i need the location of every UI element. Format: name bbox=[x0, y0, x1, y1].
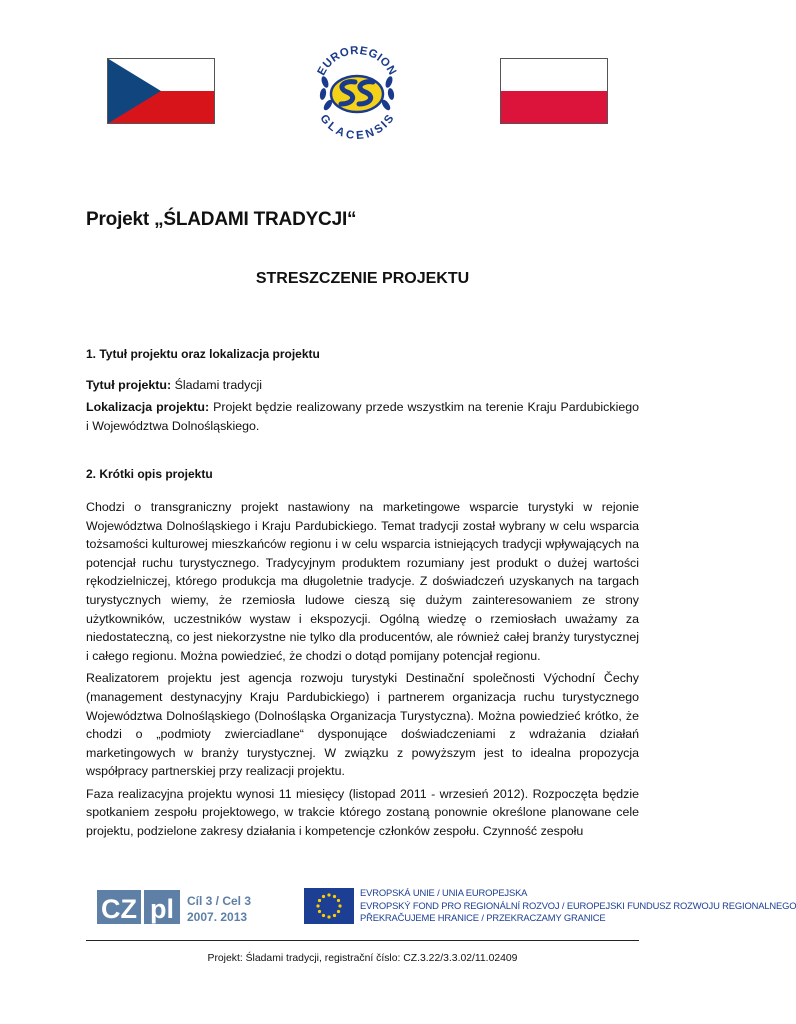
emblem-text-top: EUROREGION bbox=[315, 44, 399, 78]
section-1-heading: 1. Tytuł projektu oraz lokalizacja projektu bbox=[86, 347, 320, 361]
project-title-value: Śladami tradycji bbox=[171, 377, 263, 392]
project-location-value: Projekt będzie realizowany przede wszystkim na terenie Kraju Pardubickiego i Województwa Dolnośląskiego. bbox=[86, 400, 639, 433]
description-paragraph-1: Chodzi o transgraniczny projekt nastawiony na marketingowe wsparcie turystyki w rejonie Województwa Dolnośląskiego i Kraju Pardubickiego. Temat tradycji został wybrany w celu wsparcia tożsamości kulturowej mieszkańców regionu i w celu wsparcia istniejących tradycji wpływających na potencjał ruchu turystycznego. Tradycyjnym produktem rozumiany jest produkt o dużej wartości rękodzielniczej, którego produkcja ma długoletnie tradycje. Z doświadczeń uzyskanych na targach turystycznych wiemy, że rzemiosła ludowe cieszą się dużym zainteresowaniem ze strony użytkowników, uczestników wystaw i ekspozycji. Ogólną wiedzę o rzemiosłach uważamy za niedostateczną, co jest niekorzystne nie tylko dla producentów, ale również całej branży turystycznej i całego regionu. Można powiedzieć, że chodzi o dotąd pomijany potencjał regionu. bbox=[86, 499, 639, 663]
project-location-paragraph bbox=[86, 398, 639, 435]
eu-funding-text bbox=[360, 887, 796, 925]
eu-union-line: EVROPSKÁ UNIE / UNIA EUROPEJSKA bbox=[360, 887, 528, 898]
eu-motto-line: PŘEKRAČUJEME HRANICE / PRZEKRACZAMY GRANICE bbox=[360, 912, 606, 924]
czech-flag bbox=[107, 58, 215, 124]
czpl-pl-text: pl bbox=[150, 894, 174, 924]
cz-pl-program-logo bbox=[97, 888, 257, 928]
czpl-goal-text: Cíl 3 / Cel 3 bbox=[187, 894, 252, 908]
footer-divider bbox=[86, 940, 639, 941]
euroregion-glacensis-logo bbox=[307, 38, 407, 143]
project-location-label: Lokalizacja projektu: bbox=[86, 400, 210, 415]
czpl-years-text: 2007. 2013 bbox=[187, 910, 248, 924]
eu-flag bbox=[304, 888, 354, 924]
project-title-label: Tytuł projektu: bbox=[86, 377, 172, 392]
description-paragraph-2: Realizatorem projektu jest agencja rozwoju turystyki Destinační společnosti Východní Čechy (management destynacyjny Kraju Pardubickiego) i partnerem organizacja ruchu turystycznego Województwa Dolnośląskiego (Dolnośląska Organizacja Turystyczna). Można powiedzieć krótko, że chodzi o „podmioty zwierciadlane“ dysponujące doświadczeniami z wdrażania działań marketingowych w branży turystycznej. W związku z powyższym jest to idealna propozycja współpracy partnerskiej przy realizacji projektu. bbox=[86, 671, 639, 779]
czpl-cz-text: CZ bbox=[101, 894, 137, 924]
document-body bbox=[86, 345, 639, 841]
summary-heading: STRESZCZENIE PROJEKTU bbox=[255, 270, 470, 287]
section-2-heading: 2. Krótki opis projektu bbox=[86, 467, 213, 482]
polish-flag bbox=[500, 58, 608, 124]
svg-text:GLACENSIS bbox=[317, 113, 396, 143]
svg-text:EUROREGION bbox=[316, 45, 399, 78]
description-paragraph-3: Faza realizacyjna projektu wynosi 11 miesięcy (listopad 2011 - wrzesień 2012). Rozpoczęta będzie spotkaniem zespołu projektowego, w trakcie którego zostaną ponownie określone planowane cele projektu, podzielone zakresy działania i kompetencje członków zespołu. Czynność zespołu bbox=[86, 786, 639, 839]
footer-registration-caption: Projekt: Śladami tradycji, registrační číslo: CZ.3.22/3.3.02/11.02409 bbox=[207, 953, 518, 964]
project-title-paragraph bbox=[86, 376, 639, 395]
document-title: Projekt „ŚLADAMI TRADYCJI“ bbox=[86, 209, 357, 230]
eu-fund-line: EVROPSKÝ FOND PRO REGIONÁLNÍ ROZVOJ / EUROPEJSKI FUNDUSZ ROZWOJU REGIONALNEGO bbox=[360, 899, 796, 911]
emblem-text-bottom: GLACENSIS bbox=[317, 112, 397, 143]
